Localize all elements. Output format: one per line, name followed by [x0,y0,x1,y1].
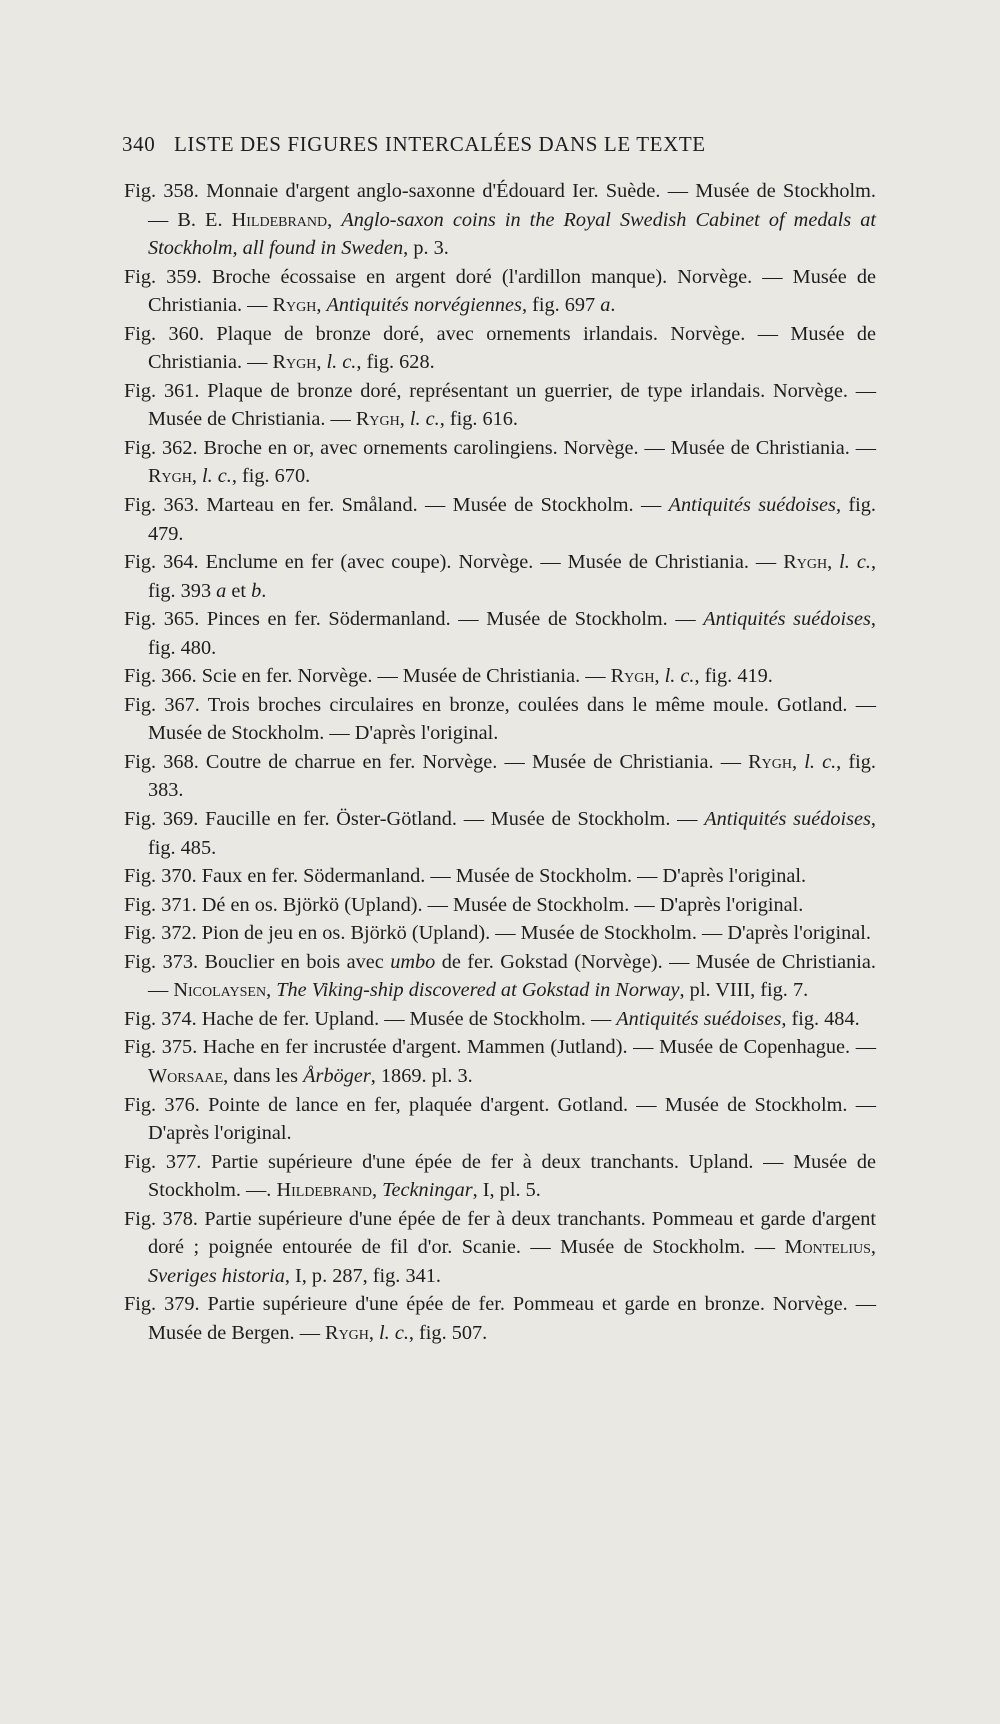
author-name: Rygh [272,294,317,317]
author-name: Rygh [272,351,317,374]
entry-text: , I, pl. 5. [472,1179,541,1202]
page-number: 340 [122,132,156,156]
figure-entry [124,891,876,920]
figure-entry [124,177,876,263]
author-name: Nicolaysen [173,979,267,1002]
figure-entry [124,263,876,320]
author-name: Rygh [355,408,400,431]
italic-text: Antiquités suédoises [616,1007,782,1030]
figure-entry [124,434,876,491]
entry-text: , fig. 616. [439,408,519,431]
figure-entry [124,948,876,1005]
entry-text: . [610,294,616,317]
entry-text: , [654,665,665,688]
author-name: Rygh [748,750,792,773]
entry-text: , fig. 485. [148,808,876,859]
italic-text: umbo [390,950,436,973]
entry-text: Fig. 377. Partie supérieure d'une épée de fer à deux tranchants. Upland. — Musée de Stockholm. —. [124,1150,876,1202]
entry-text: de fer. Gokstad (Norvège). — Musée de Christiania. — [148,950,876,1002]
author-name: Montelius [784,1236,871,1259]
entry-text: , fig. 628. [356,351,435,374]
author-name: Hildebrand [276,1179,372,1202]
figure-entry [124,662,876,691]
italic-text: Antiquités suédoises [668,494,836,517]
italic-text: The Viking-ship discovered at Gokstad in Norway [276,979,680,1002]
entry-text: Fig. 369. Faucille en fer. Öster-Götland. — Musée de Stockholm. — [124,808,705,831]
author-name: Rygh [148,465,192,488]
entry-text: , fig. 393 [148,551,877,602]
running-title: LISTE DES FIGURES INTERCALÉES DANS LE TEXTE [174,132,706,156]
entry-text: , [266,979,277,1002]
entry-text: Fig. 373. Bouclier en bois avec [124,950,391,973]
entry-text: , fig. 480. [148,608,876,659]
entry-text: . [261,579,267,602]
author-name: Worsaae [148,1064,224,1087]
entry-text: , p. 3. [403,237,449,260]
italic-text: b [251,579,262,602]
entry-text: , pl. VIII, fig. 7. [679,979,809,1002]
figure-entry [124,862,876,891]
entry-text: , [316,351,327,374]
figure-entry [124,805,876,862]
entry-text: Fig. 374. Hache de fer. Upland. — Musée de Stockholm. — [124,1007,617,1030]
entry-text: Fig. 372. Pion de jeu en os. Björkö (Upland). — Musée de Stockholm. — D'après l'original. [124,922,871,945]
author-name: Rygh [783,551,828,574]
figure-entry [124,919,876,948]
figure-list [124,177,876,1347]
italic-text: Antiquités suédoises [703,608,871,631]
entry-text: , dans les [223,1064,304,1087]
figure-entry [124,691,876,748]
italic-text: l. c. [409,408,440,431]
entry-text: , [371,1179,383,1202]
entry-text: , fig. 670. [231,465,311,488]
entry-text: , [827,551,840,574]
italic-text: l. c. [326,351,357,374]
entry-text: , fig. 419. [694,665,773,688]
entry-text: Fig. 360. Plaque de bronze doré, avec ornements irlandais. Norvège. — Musée de Christiania. — [124,322,876,374]
entry-text: Fig. 367. Trois broches circulaires en bronze, coulées dans le même moule. Gotland. — Musée de Stockholm. — D'après l'original. [124,693,876,745]
figure-entry [124,1205,876,1291]
entry-text: et [226,579,252,602]
entry-text: Fig. 376. Pointe de lance en fer, plaquée d'argent. Gotland. — Musée de Stockholm. — D'après l'original. [124,1093,876,1145]
entry-text: , [870,1236,876,1259]
figure-entry [124,548,876,605]
italic-text: Antiquités suédoises [704,808,871,831]
entry-text: , [191,465,202,488]
entry-text: , [316,294,327,317]
figure-entry [124,491,876,548]
figure-entry [124,1005,876,1034]
italic-text: l. c. [664,665,695,688]
entry-text: , [327,208,342,231]
figure-entry [124,1148,876,1205]
entry-text: , fig. 383. [148,750,876,802]
italic-text: a [216,579,227,602]
author-name: Rygh [325,1321,369,1344]
entry-text: Fig. 358. Monnaie d'argent anglo-saxonne d'Édouard Ier. Suède. — Musée de Stockholm. — B. E. [124,180,876,231]
author-name: Rygh [610,665,655,688]
entry-text: , fig. 484. [781,1007,860,1030]
italic-text: l. c. [379,1321,409,1344]
italic-text: l. c. [202,465,232,488]
figure-entry [124,1033,876,1090]
entry-text: Fig. 366. Scie en fer. Norvège. — Musée de Christiania. — [124,665,611,688]
figure-entry [124,377,876,434]
entry-text: , I, p. 287, fig. 341. [284,1264,441,1287]
entry-text: Fig. 364. Enclume en fer (avec coupe). Norvège. — Musée de Christiania. — [124,551,784,574]
entry-text: Fig. 370. Faux en fer. Södermanland. — Musée de Stockholm. — D'après l'original. [124,865,807,888]
italic-text: Anglo-saxon coins in the Royal Swedish Cabinet of medals at Stockholm, all found in Sweden [148,208,876,260]
entry-text: Fig. 371. Dé en os. Björkö (Upland). — Musée de Stockholm. — D'après l'original. [124,893,804,916]
entry-text: Fig. 375. Hache en fer incrustée d'argent. Mammen (Jutland). — Musée de Copenhague. — [124,1036,876,1059]
entry-text: , [399,408,410,431]
entry-text: , fig. 507. [408,1321,488,1344]
italic-text: Sveriges historia [148,1264,285,1287]
entry-text: Fig. 365. Pinces en fer. Södermanland. — Musée de Stockholm. — [124,608,704,631]
italic-text: Årböger [303,1064,371,1087]
running-header [122,132,802,157]
entry-text: , fig. 697 [521,294,601,317]
figure-entry [124,1290,876,1347]
entry-text: Fig. 368. Coutre de charrue en fer. Norvège. — Musée de Christiania. — [124,750,749,773]
entry-text: Fig. 379. Partie supérieure d'une épée de fer. Pommeau et garde en bronze. Norvège. — Musée de Bergen. — [124,1293,876,1344]
italic-text: Antiquités norvégiennes [326,294,522,317]
italic-text: l. c. [839,551,871,574]
entry-text: Fig. 359. Broche écossaise en argent doré (l'ardillon manque). Norvège. — Musée de Christiania. — [124,265,876,317]
entry-text: Fig. 361. Plaque de bronze doré, représentant un guerrier, de type irlandais. Norvège. — Musée de Christiania. — [124,379,876,431]
italic-text: a [600,294,611,317]
entry-text: , [792,750,805,773]
figure-entry [124,320,876,377]
entry-text: Fig. 363. Marteau en fer. Småland. — Musée de Stockholm. — [124,494,669,517]
figure-entry [124,748,876,805]
author-name: Hildebrand [231,208,328,231]
italic-text: l. c. [804,750,837,773]
entry-text: , 1869. pl. 3. [370,1064,473,1087]
figure-entry [124,1091,876,1148]
figure-entry [124,605,876,662]
entry-text: , fig. 479. [148,494,876,545]
entry-text: Fig. 362. Broche en or, avec ornements carolingiens. Norvège. — Musée de Christiania. — [124,436,876,459]
italic-text: Teckningar [382,1179,473,1202]
entry-text: , [368,1321,380,1344]
entry-text: Fig. 378. Partie supérieure d'une épée de fer à deux tranchants. Pommeau et garde d'argent doré ; poignée entourée de fil d'or. Scanie. — Musée de Stockholm. — [124,1207,876,1259]
